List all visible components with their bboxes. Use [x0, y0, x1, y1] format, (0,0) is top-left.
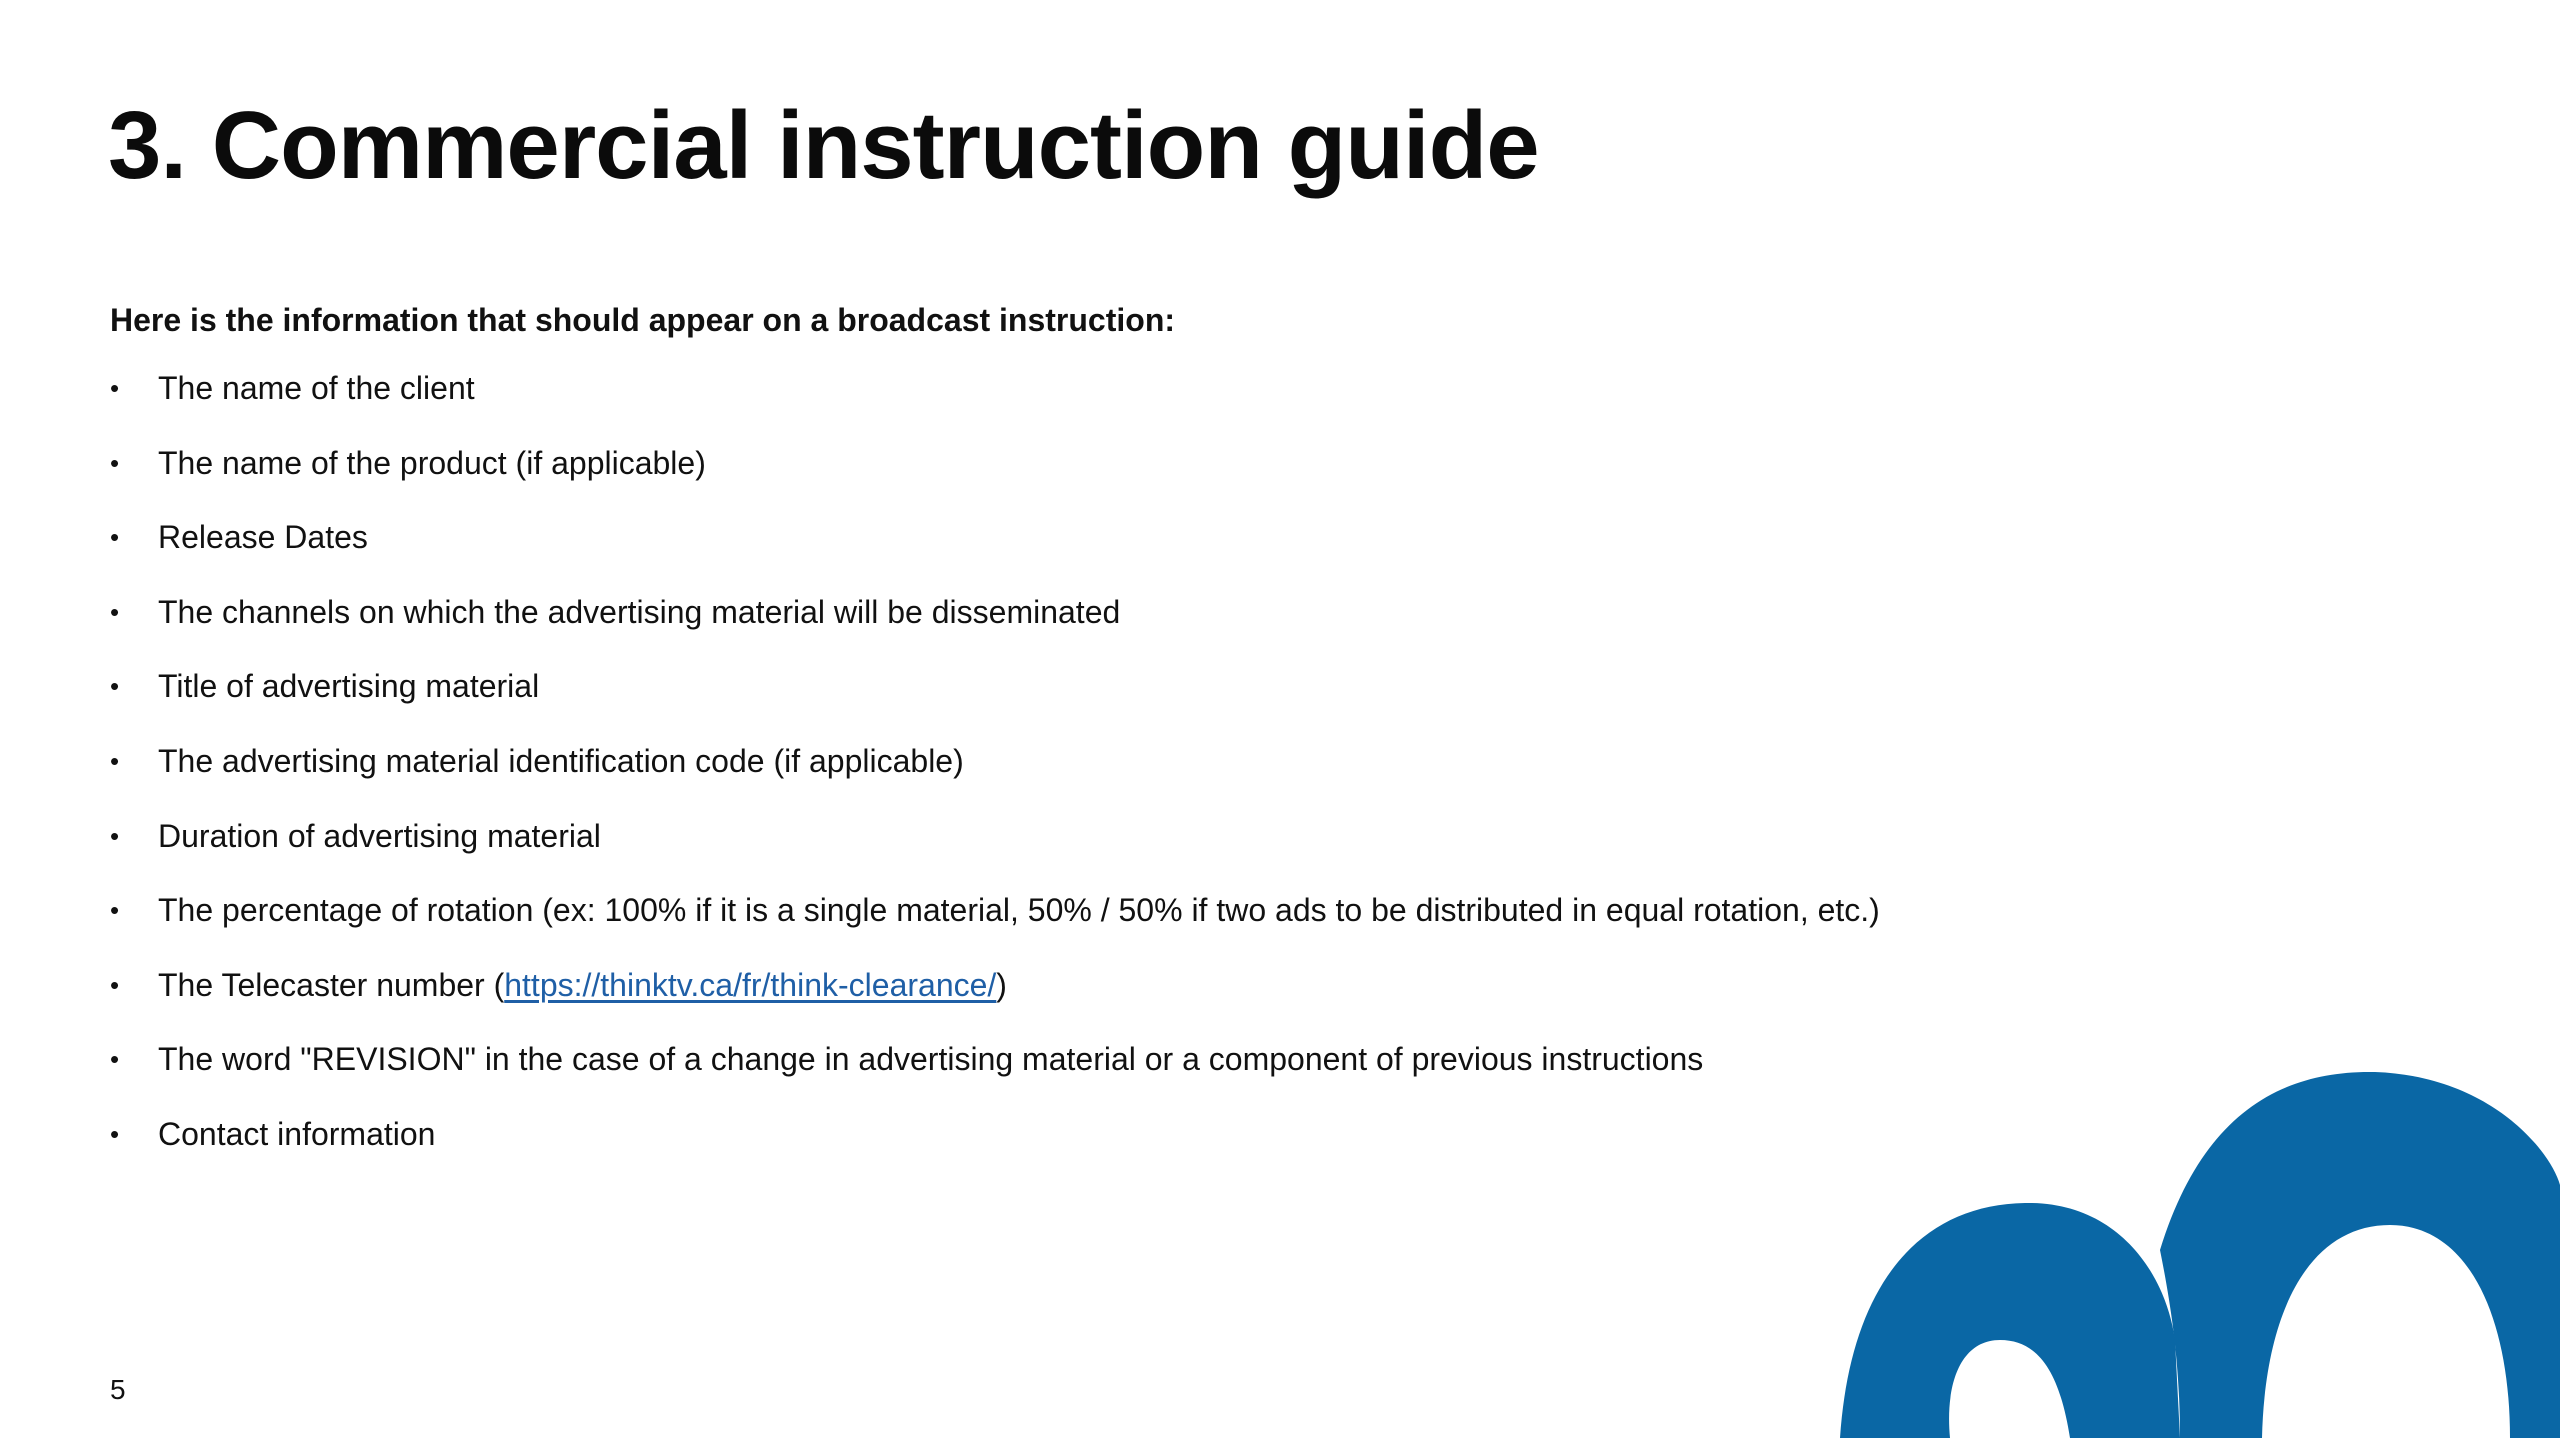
- list-item-text: Title of advertising material: [158, 668, 540, 705]
- list-item-text: The channels on which the advertising material will be disseminated: [158, 593, 1121, 630]
- list-item-text: The name of the product (if applicable): [158, 444, 706, 481]
- list-item-text: The word "REVISION" in the case of a change in advertising material or a component of previous instructions: [158, 1041, 1704, 1078]
- intro-text: Here is the information that should appear on a broadcast instruction:: [110, 302, 1176, 338]
- bullet-icon: •: [110, 820, 120, 851]
- bullet-icon: •: [110, 447, 120, 478]
- list-item-text: The percentage of rotation (ex: 100% if it is a single material, 50% / 50% if two ads to be distributed in equal rotation, etc.): [158, 892, 1880, 929]
- list-item-duration: [110, 812, 1880, 887]
- list-item-text: [158, 961, 1007, 1009]
- list-item-channels: [110, 588, 1880, 663]
- list-item-text: Duration of advertising material: [158, 817, 601, 854]
- list-item-text: Release Dates: [158, 519, 368, 556]
- list-item-rotation-percentage: [110, 886, 1880, 961]
- list-item-material-title: [110, 662, 1880, 737]
- bullet-icon: •: [110, 1118, 120, 1149]
- bullet-icon: •: [110, 745, 120, 776]
- bullet-icon: •: [110, 671, 120, 702]
- list-item-text: The advertising material identification code (if applicable): [158, 742, 964, 779]
- close-parenthesis: ): [996, 966, 1007, 1003]
- list-item-release-dates: [110, 513, 1880, 588]
- bullet-icon: •: [110, 895, 120, 926]
- list-item-text: Contact information: [158, 1115, 436, 1152]
- open-parenthesis: (: [493, 966, 505, 1003]
- bullet-icon: •: [110, 969, 120, 1000]
- brand-logo-right-arc-icon: [2160, 1072, 2560, 1438]
- list-item-client-name: [110, 364, 1880, 439]
- list-item-telecaster-number: [110, 961, 1880, 1036]
- brand-logo-left-arc-icon: [1840, 1203, 2180, 1438]
- list-item-product-name: [110, 439, 1880, 514]
- telecaster-link[interactable]: https://thinktv.ca/fr/think-clearance/: [504, 966, 997, 1003]
- bullet-icon: •: [110, 1044, 120, 1075]
- page-title: 3. Commercial instruction guide: [108, 92, 1539, 199]
- list-item-identification-code: [110, 737, 1880, 812]
- list-item-revision-word: [110, 1035, 1880, 1110]
- bullet-icon: •: [110, 373, 120, 403]
- bullet-icon: •: [110, 522, 120, 553]
- list-item-text: The name of the client: [158, 370, 475, 406]
- telecaster-label: The Telecaster number: [158, 966, 485, 1003]
- list-item-contact-information: [110, 1110, 1880, 1185]
- bullet-icon: •: [110, 596, 120, 627]
- instruction-list: [110, 364, 1880, 1185]
- page-number: 5: [110, 1374, 126, 1405]
